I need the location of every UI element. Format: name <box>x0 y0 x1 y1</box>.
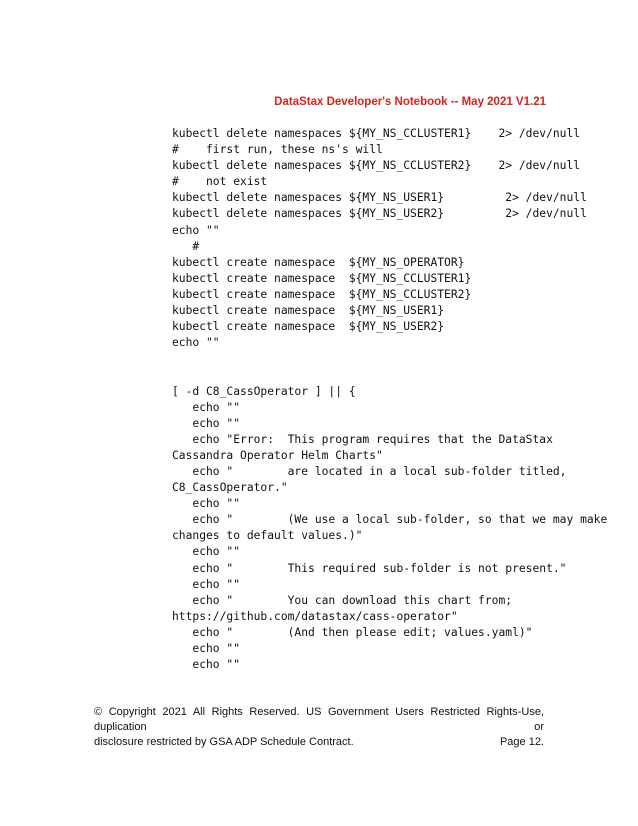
copyright-notice: © Copyright 2021 All Rights Reserved. US Government Users Restricted Rights-Use, duplication or <box>94 706 544 733</box>
code-line: # first run, these ns's will <box>172 143 383 157</box>
page-number: Page 12. <box>499 736 544 748</box>
code-line: changes to default values.)" <box>172 529 363 543</box>
code-line <box>172 367 607 383</box>
code-line: # not exist <box>172 175 268 189</box>
code-line: kubectl delete namespaces ${MY_NS_USER1} 2> /dev/null <box>172 191 587 205</box>
code-line: C8_CassOperator." <box>172 481 288 495</box>
code-line: kubectl create namespace ${MY_NS_USER2} <box>172 320 445 334</box>
copyright-notice-continued: disclosure restricted by GSA ADP Schedule Contract. <box>94 736 354 748</box>
code-line: kubectl create namespace ${MY_NS_CCLUSTER2} <box>172 287 472 301</box>
page-footer <box>94 705 544 750</box>
code-line: kubectl delete namespaces ${MY_NS_USER2} 2> /dev/null <box>172 207 587 221</box>
code-line: echo " (We use a local sub-folder, so that we may make <box>172 513 608 527</box>
code-line: kubectl delete namespaces ${MY_NS_CCLUSTER1} 2> /dev/null <box>172 127 581 140</box>
code-line: echo " (And then please edit; values.yaml)" <box>172 625 533 639</box>
code-line: kubectl create namespace ${MY_NS_CCLUSTER1} <box>172 271 472 285</box>
code-line: echo "" <box>172 658 241 672</box>
code-line: echo "Error: This program requires that the DataStax <box>172 432 553 446</box>
code-line: echo "" <box>172 642 241 655</box>
code-line: echo " This required sub-folder is not present." <box>172 561 567 575</box>
code-line: [ -d C8_CassOperator ] || { <box>172 384 356 398</box>
running-header: DataStax Developer's Notebook -- May 2021 V1.21 <box>274 96 546 108</box>
code-line: echo "" <box>172 497 241 511</box>
code-line: Cassandra Operator Helm Charts" <box>172 448 383 462</box>
code-line: kubectl create namespace ${MY_NS_OPERATOR} <box>172 255 465 269</box>
code-line: echo " You can download this chart from; <box>172 593 513 607</box>
code-listing <box>172 126 607 673</box>
code-line: https://github.com/datastax/cass-operator" <box>172 609 458 623</box>
code-line: echo "" <box>172 416 241 430</box>
code-line: echo " are located in a local sub-folder titled, <box>172 464 567 478</box>
code-line: # <box>172 239 200 253</box>
code-line: echo "" <box>172 400 241 414</box>
footer-bottom-row <box>94 735 544 750</box>
code-line: echo "" <box>172 336 220 350</box>
code-line: kubectl delete namespaces ${MY_NS_CCLUSTER2} 2> /dev/null <box>172 159 581 173</box>
code-line: echo "" <box>172 223 220 237</box>
code-line: echo "" <box>172 577 241 591</box>
code-line: kubectl create namespace ${MY_NS_USER1} <box>172 304 445 318</box>
code-line: echo "" <box>172 545 241 559</box>
code-line <box>172 351 607 367</box>
